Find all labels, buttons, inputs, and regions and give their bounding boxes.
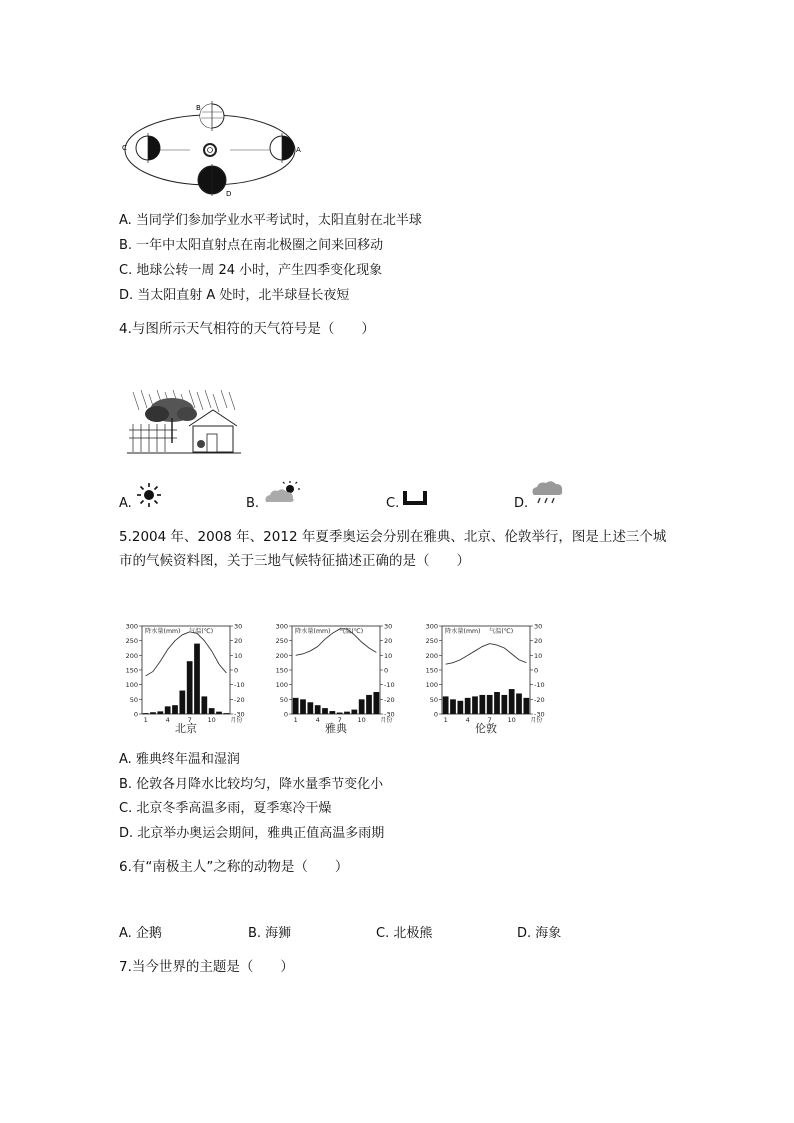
x-tick-label: 1 [443,716,448,724]
y-tick-label-right: 20 [534,637,543,646]
q6-option-b: B. 海狮 [248,926,292,941]
y-tick-label-right: 0 [534,666,539,675]
climate-chart-london [418,620,558,735]
q4-option-b-letter: B. [246,496,260,511]
precipitation-bar [157,711,163,714]
precipitation-bar [516,693,522,714]
x-tick-label: 10 [207,716,216,724]
precipitation-bar [457,701,463,714]
orbit-label-b: B [196,104,201,112]
precipitation-bar [179,691,185,714]
legend-precipitation: 降水量(mm) [145,628,181,635]
y-tick-label-left: 0 [433,710,438,719]
x-tick-label: 4 [165,716,170,724]
precipitation-bar [165,706,171,714]
precipitation-bar [359,699,365,714]
y-tick-label-right: -10 [234,681,245,690]
y-tick-label-right: -20 [384,695,395,704]
y-tick-label-right: -20 [534,695,545,704]
precipitation-bar [443,696,449,714]
precipitation-bar [300,699,306,714]
precipitation-bar [450,699,456,714]
earth-a [270,133,294,163]
precipitation-bar [509,689,515,714]
y-tick-label-right: -10 [534,681,545,690]
y-tick-label-left: 0 [133,710,138,719]
y-tick-label-left: 50 [279,695,288,704]
q4-option-a-letter: A. [119,496,132,511]
y-tick-label-right: -30 [384,710,395,719]
y-tick-label-right: 20 [234,637,243,646]
climate-chart-athens [268,620,408,735]
x-tick-label: 4 [465,716,470,724]
q7-stem: 7.当今世界的主题是（ ） [119,959,294,975]
precipitation-bar [194,644,200,714]
y-tick-label-left: 100 [125,681,138,690]
q5-option-c: C. 北京冬季高温多雨，夏季寒冷干燥 [119,801,332,816]
legend-precipitation: 降水量(mm) [295,628,331,635]
precipitation-bar [143,713,149,714]
y-tick-label-right: 10 [384,651,393,660]
q3-option-a: A. 当同学们参加学业水平考试时，太阳直射在北半球 [119,213,422,228]
y-tick-label-right: 30 [234,622,243,631]
precipitation-bar [201,696,207,714]
y-tick-label-right: 10 [234,651,243,660]
precipitation-bar [223,713,229,714]
chart-title: 北京 [175,722,197,735]
precipitation-bar [216,712,222,714]
earth-d [198,164,226,196]
q6-stem: 6.有“南极主人”之称的动物是（ ） [119,859,349,875]
x-tick-label: 7 [187,716,192,724]
precipitation-bar [487,695,493,714]
precipitation-bar [307,702,313,714]
y-tick-label-left: 100 [425,681,438,690]
precipitation-bar [351,710,357,714]
y-tick-label-right: 20 [384,637,393,646]
precipitation-bar [329,711,335,714]
y-tick-label-left: 150 [425,666,438,675]
y-tick-label-right: -30 [534,710,545,719]
legend-temperature: 气温(℃) [339,628,364,635]
x-tick-label: 1 [293,716,298,724]
y-tick-label-left: 250 [425,637,438,646]
y-tick-label-right: -30 [234,710,245,719]
x-axis-label: 月份 [380,717,393,724]
precipitation-bar [472,696,478,714]
precipitation-bar [501,695,507,714]
partly-cloudy-icon [262,480,302,506]
precipitation-bar [373,692,379,714]
y-tick-label-right: 0 [384,666,389,675]
y-tick-label-left: 100 [275,681,288,690]
q5-option-d: D. 北京举办奥运会期间，雅典正值高温多雨期 [119,826,385,841]
y-tick-label-right: 30 [384,622,393,631]
y-tick-label-left: 0 [283,710,288,719]
legend-temperature: 气温(℃) [189,628,214,635]
q5-stem-line-2: 市的气候资料图，关于三地气候特征描述正确的是（ ） [119,553,470,569]
precipitation-bar [172,705,178,714]
legend-temperature: 气温(℃) [489,628,514,635]
y-tick-label-right: -20 [234,695,245,704]
precipitation-bar [344,712,350,714]
y-tick-label-left: 300 [275,622,288,631]
precipitation-bar [337,713,343,714]
precipitation-bar [366,695,372,714]
chart-frame [142,626,230,714]
precipitation-bar [150,712,156,714]
q4-stem: 4.与图所示天气相符的天气符号是（ ） [119,321,375,337]
y-tick-label-left: 300 [425,622,438,631]
y-tick-label-right: 10 [534,651,543,660]
y-tick-label-left: 200 [275,651,288,660]
y-tick-label-left: 200 [425,651,438,660]
climate-chart-beijing [118,620,258,735]
precipitation-bar [187,661,193,714]
precipitation-bar [293,698,299,714]
y-tick-label-right: 30 [534,622,543,631]
earth-c [136,133,160,163]
x-tick-label: 7 [337,716,342,724]
y-tick-label-right: -10 [384,681,395,690]
q6-option-c: C. 北极熊 [376,926,433,941]
q5-stem-line-1: 5.2004 年、2008 年、2012 年夏季奥运会分别在雅典、北京、伦敦举行，图是上述三个城 [119,529,667,545]
y-tick-label-left: 300 [125,622,138,631]
chart-title: 伦敦 [475,722,497,735]
x-tick-label: 4 [315,716,320,724]
rain-scene-illustration [127,388,241,458]
sun-icon [136,482,162,508]
precipitation-bar [209,708,215,714]
y-tick-label-left: 150 [125,666,138,675]
y-tick-label-left: 50 [129,695,138,704]
x-axis-label: 月份 [230,717,243,724]
y-tick-label-left: 150 [275,666,288,675]
x-axis-label: 月份 [530,717,543,724]
legend-precipitation: 降水量(mm) [445,628,481,635]
x-tick-label: 10 [357,716,366,724]
x-tick-label: 7 [487,716,492,724]
q6-option-d: D. 海象 [517,926,562,941]
earth-b [200,101,224,131]
precipitation-bar [322,708,328,714]
precipitation-bar [465,698,471,714]
orbit-label-a: A [296,146,301,154]
precipitation-bar [315,705,321,714]
x-tick-label: 10 [507,716,516,724]
chart-title: 雅典 [325,722,347,735]
q4-option-c-letter: C. [386,496,400,511]
earth-orbit-diagram [118,100,302,200]
y-tick-label-right: 0 [234,666,239,675]
precipitation-bar [479,695,485,714]
q3-option-d: D. 当太阳直射 A 处时，北半球昼长夜短 [119,288,350,303]
q3-option-c: C. 地球公转一周 24 小时，产生四季变化现象 [119,263,383,278]
q5-option-a: A. 雅典终年温和湿润 [119,752,240,767]
orbit-label-c: C [122,144,127,152]
x-tick-label: 1 [143,716,148,724]
y-tick-label-left: 250 [275,637,288,646]
rain-cloud-icon [530,479,564,507]
precipitation-bar [523,698,529,714]
q5-option-b: B. 伦敦各月降水比较均匀，降水量季节变化小 [119,777,384,792]
bracket-symbol-icon [402,490,428,506]
orbit-label-d: D [226,190,232,198]
y-tick-label-left: 50 [429,695,438,704]
precipitation-bar [494,692,500,714]
q3-option-b: B. 一年中太阳直射点在南北极圈之间来回移动 [119,238,384,253]
q6-option-a: A. 企鹅 [119,926,162,941]
q4-option-d-letter: D. [514,496,529,511]
y-tick-label-left: 250 [125,637,138,646]
y-tick-label-left: 200 [125,651,138,660]
